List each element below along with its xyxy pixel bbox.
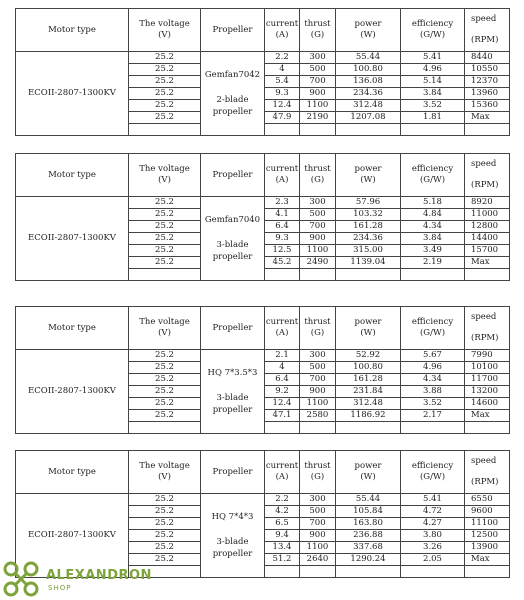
header-propeller: Propeller bbox=[201, 154, 265, 197]
header-speed-label: speed bbox=[471, 456, 497, 467]
propeller-model: Gemfan7042 bbox=[204, 69, 261, 80]
voltage-cell: 25.2 bbox=[129, 542, 201, 554]
efficiency-cell: 3.84 bbox=[401, 88, 465, 100]
current-cell: 2.3 bbox=[265, 197, 300, 209]
header-propeller: Propeller bbox=[201, 307, 265, 350]
propeller-cell bbox=[201, 197, 265, 281]
power-cell: 100.80 bbox=[336, 64, 401, 76]
current-cell: 2.2 bbox=[265, 52, 300, 64]
power-cell: 234.36 bbox=[336, 88, 401, 100]
voltage-cell: 25.2 bbox=[129, 245, 201, 257]
header-efficiency bbox=[401, 307, 465, 350]
motor-spec-table bbox=[15, 153, 510, 281]
header-efficiency-label: efficiency bbox=[411, 163, 454, 174]
header-voltage bbox=[129, 154, 201, 197]
power-cell: 1290.24 bbox=[336, 554, 401, 566]
voltage-cell: 25.2 bbox=[129, 410, 201, 422]
power-cell: 234.36 bbox=[336, 233, 401, 245]
brand-sub: SHOP bbox=[48, 584, 72, 592]
efficiency-cell: 2.05 bbox=[401, 554, 465, 566]
power-cell bbox=[336, 566, 401, 578]
thrust-cell: 900 bbox=[300, 386, 336, 398]
speed-cell: 14600 bbox=[465, 398, 510, 410]
current-cell: 4 bbox=[265, 64, 300, 76]
power-cell: 315.00 bbox=[336, 245, 401, 257]
speed-cell: 15360 bbox=[465, 100, 510, 112]
header-voltage bbox=[129, 9, 201, 52]
efficiency-cell bbox=[401, 269, 465, 281]
header-power bbox=[336, 154, 401, 197]
propeller-word: propeller bbox=[212, 404, 253, 415]
header-efficiency-unit: (G/W) bbox=[419, 30, 446, 40]
power-cell: 1186.92 bbox=[336, 410, 401, 422]
header-current-label: current bbox=[265, 316, 299, 327]
thrust-cell: 300 bbox=[300, 350, 336, 362]
header-current bbox=[265, 451, 300, 494]
header-power bbox=[336, 307, 401, 350]
header-motor-type: Motor type bbox=[16, 154, 129, 197]
thrust-cell bbox=[300, 566, 336, 578]
propeller-blades: 3-blade bbox=[216, 392, 249, 403]
efficiency-cell: 5.14 bbox=[401, 76, 465, 88]
power-cell: 1207.08 bbox=[336, 112, 401, 124]
current-cell: 4 bbox=[265, 362, 300, 374]
header-efficiency bbox=[401, 451, 465, 494]
header-row bbox=[16, 307, 510, 350]
voltage-cell bbox=[129, 124, 201, 136]
header-thrust-label: thrust bbox=[304, 316, 331, 327]
propeller-model: Gemfan7040 bbox=[204, 214, 261, 225]
thrust-cell: 500 bbox=[300, 362, 336, 374]
thrust-cell: 500 bbox=[300, 209, 336, 221]
speed-cell bbox=[465, 566, 510, 578]
efficiency-cell bbox=[401, 124, 465, 136]
header-thrust-unit: (G) bbox=[310, 175, 325, 185]
current-cell: 9.4 bbox=[265, 530, 300, 542]
efficiency-cell: 4.72 bbox=[401, 506, 465, 518]
efficiency-cell: 3.49 bbox=[401, 245, 465, 257]
efficiency-cell: 3.26 bbox=[401, 542, 465, 554]
table-row bbox=[16, 197, 510, 209]
voltage-cell: 25.2 bbox=[129, 100, 201, 112]
header-power-label: power bbox=[354, 316, 382, 327]
thrust-cell: 1100 bbox=[300, 398, 336, 410]
header-voltage bbox=[129, 307, 201, 350]
header-power-label: power bbox=[354, 18, 382, 29]
header-current-label: current bbox=[265, 163, 299, 174]
header-thrust-label: thrust bbox=[304, 163, 331, 174]
motor-type-cell: ECOII-2807-1300KV bbox=[16, 350, 129, 434]
header-power-unit: (W) bbox=[360, 175, 376, 185]
power-cell: 312.48 bbox=[336, 398, 401, 410]
header-current-label: current bbox=[265, 460, 299, 471]
propeller-blades: 3-blade bbox=[216, 239, 249, 250]
table-row bbox=[16, 52, 510, 64]
efficiency-cell: 5.41 bbox=[401, 52, 465, 64]
current-cell bbox=[265, 269, 300, 281]
thrust-cell: 1100 bbox=[300, 100, 336, 112]
speed-cell bbox=[465, 422, 510, 434]
voltage-cell: 25.2 bbox=[129, 530, 201, 542]
current-cell: 9.3 bbox=[265, 88, 300, 100]
power-cell: 100.80 bbox=[336, 362, 401, 374]
efficiency-cell: 5.67 bbox=[401, 350, 465, 362]
speed-cell: 12370 bbox=[465, 76, 510, 88]
power-cell: 103.32 bbox=[336, 209, 401, 221]
thrust-cell: 700 bbox=[300, 518, 336, 530]
thrust-cell: 1100 bbox=[300, 542, 336, 554]
speed-cell: Max bbox=[465, 410, 510, 422]
current-cell: 12.4 bbox=[265, 398, 300, 410]
voltage-cell: 25.2 bbox=[129, 494, 201, 506]
header-efficiency bbox=[401, 154, 465, 197]
header-power-unit: (W) bbox=[360, 472, 376, 482]
efficiency-cell: 3.80 bbox=[401, 530, 465, 542]
propeller-model: HQ 7*4*3 bbox=[211, 511, 254, 522]
header-speed bbox=[465, 154, 510, 197]
current-cell: 13.4 bbox=[265, 542, 300, 554]
current-cell: 47.1 bbox=[265, 410, 300, 422]
current-cell: 9.3 bbox=[265, 233, 300, 245]
header-power-unit: (W) bbox=[360, 30, 376, 40]
efficiency-cell: 4.34 bbox=[401, 374, 465, 386]
motor-type-cell: ECOII-2807-1300KV bbox=[16, 494, 129, 578]
header-voltage-unit: (V) bbox=[158, 175, 171, 185]
voltage-cell bbox=[129, 269, 201, 281]
thrust-cell: 1100 bbox=[300, 245, 336, 257]
power-cell: 161.28 bbox=[336, 221, 401, 233]
current-cell: 4.2 bbox=[265, 506, 300, 518]
current-cell: 2.2 bbox=[265, 494, 300, 506]
speed-cell: 12500 bbox=[465, 530, 510, 542]
header-speed-unit: (RPM) bbox=[471, 34, 499, 45]
voltage-cell: 25.2 bbox=[129, 64, 201, 76]
header-efficiency bbox=[401, 9, 465, 52]
efficiency-cell: 3.52 bbox=[401, 100, 465, 112]
header-voltage-label: The voltage bbox=[139, 163, 190, 174]
speed-cell: Max bbox=[465, 112, 510, 124]
speed-cell: Max bbox=[465, 257, 510, 269]
voltage-cell: 25.2 bbox=[129, 386, 201, 398]
header-motor-type: Motor type bbox=[16, 307, 129, 350]
header-current bbox=[265, 9, 300, 52]
voltage-cell: 25.2 bbox=[129, 374, 201, 386]
header-voltage-unit: (V) bbox=[158, 472, 171, 482]
speed-cell: 11000 bbox=[465, 209, 510, 221]
voltage-cell: 25.2 bbox=[129, 76, 201, 88]
thrust-cell: 700 bbox=[300, 76, 336, 88]
power-cell: 57.96 bbox=[336, 197, 401, 209]
motor-type-cell: ECOII-2807-1300KV bbox=[16, 52, 129, 136]
current-cell: 51.2 bbox=[265, 554, 300, 566]
thrust-cell: 900 bbox=[300, 88, 336, 100]
current-cell: 6.4 bbox=[265, 221, 300, 233]
power-cell: 161.28 bbox=[336, 374, 401, 386]
efficiency-cell bbox=[401, 566, 465, 578]
thrust-cell: 900 bbox=[300, 530, 336, 542]
header-thrust-label: thrust bbox=[304, 460, 331, 471]
current-cell: 5.4 bbox=[265, 76, 300, 88]
thrust-cell: 500 bbox=[300, 64, 336, 76]
header-power-label: power bbox=[354, 460, 382, 471]
header-thrust bbox=[300, 9, 336, 52]
header-power bbox=[336, 9, 401, 52]
speed-cell: 6550 bbox=[465, 494, 510, 506]
voltage-cell: 25.2 bbox=[129, 88, 201, 100]
header-speed bbox=[465, 9, 510, 52]
current-cell: 47.9 bbox=[265, 112, 300, 124]
header-thrust bbox=[300, 307, 336, 350]
efficiency-cell: 4.34 bbox=[401, 221, 465, 233]
current-cell: 6.4 bbox=[265, 374, 300, 386]
voltage-cell: 25.2 bbox=[129, 506, 201, 518]
speed-cell bbox=[465, 124, 510, 136]
header-thrust-unit: (G) bbox=[310, 30, 325, 40]
header-thrust bbox=[300, 154, 336, 197]
efficiency-cell: 3.52 bbox=[401, 398, 465, 410]
propeller-cell bbox=[201, 350, 265, 434]
speed-cell: 8440 bbox=[465, 52, 510, 64]
table-row bbox=[16, 494, 510, 506]
current-cell: 2.1 bbox=[265, 350, 300, 362]
power-cell: 52.92 bbox=[336, 350, 401, 362]
header-efficiency-unit: (G/W) bbox=[419, 472, 446, 482]
thrust-cell: 500 bbox=[300, 506, 336, 518]
thrust-cell bbox=[300, 124, 336, 136]
speed-cell: 11700 bbox=[465, 374, 510, 386]
header-thrust-unit: (G) bbox=[310, 328, 325, 338]
thrust-cell bbox=[300, 269, 336, 281]
header-thrust bbox=[300, 451, 336, 494]
header-motor-type: Motor type bbox=[16, 9, 129, 52]
efficiency-cell: 2.17 bbox=[401, 410, 465, 422]
header-voltage-label: The voltage bbox=[139, 18, 190, 29]
speed-cell: 12800 bbox=[465, 221, 510, 233]
power-cell: 337.68 bbox=[336, 542, 401, 554]
propeller-word: propeller bbox=[212, 548, 253, 559]
header-propeller: Propeller bbox=[201, 9, 265, 52]
speed-cell: 13200 bbox=[465, 386, 510, 398]
current-cell: 12.4 bbox=[265, 100, 300, 112]
speed-cell: 10550 bbox=[465, 64, 510, 76]
propeller-cell bbox=[201, 494, 265, 578]
efficiency-cell: 5.41 bbox=[401, 494, 465, 506]
header-efficiency-label: efficiency bbox=[411, 18, 454, 29]
thrust-cell: 700 bbox=[300, 374, 336, 386]
power-cell: 236.88 bbox=[336, 530, 401, 542]
current-cell bbox=[265, 124, 300, 136]
speed-cell: 11100 bbox=[465, 518, 510, 530]
efficiency-cell: 4.27 bbox=[401, 518, 465, 530]
header-speed-unit: (RPM) bbox=[471, 179, 499, 190]
header-voltage-label: The voltage bbox=[139, 316, 190, 327]
header-motor-type: Motor type bbox=[16, 451, 129, 494]
voltage-cell: 25.2 bbox=[129, 209, 201, 221]
speed-cell: 13900 bbox=[465, 542, 510, 554]
header-current-unit: (A) bbox=[275, 30, 289, 40]
motor-spec-table bbox=[15, 306, 510, 434]
thrust-cell: 300 bbox=[300, 494, 336, 506]
header-thrust-label: thrust bbox=[304, 18, 331, 29]
header-speed-unit: (RPM) bbox=[471, 476, 499, 487]
voltage-cell: 25.2 bbox=[129, 233, 201, 245]
header-efficiency-label: efficiency bbox=[411, 316, 454, 327]
header-voltage bbox=[129, 451, 201, 494]
thrust-cell bbox=[300, 422, 336, 434]
header-propeller: Propeller bbox=[201, 451, 265, 494]
power-cell: 55.44 bbox=[336, 52, 401, 64]
voltage-cell: 25.2 bbox=[129, 221, 201, 233]
propeller-blades: 3-blade bbox=[216, 536, 249, 547]
header-thrust-unit: (G) bbox=[310, 472, 325, 482]
header-voltage-label: The voltage bbox=[139, 460, 190, 471]
current-cell bbox=[265, 422, 300, 434]
efficiency-cell: 4.96 bbox=[401, 362, 465, 374]
current-cell: 4.1 bbox=[265, 209, 300, 221]
header-voltage-unit: (V) bbox=[158, 328, 171, 338]
thrust-cell: 2580 bbox=[300, 410, 336, 422]
header-speed bbox=[465, 307, 510, 350]
header-current bbox=[265, 307, 300, 350]
drone-logo-icon bbox=[2, 560, 40, 598]
header-row bbox=[16, 154, 510, 197]
header-current-unit: (A) bbox=[275, 328, 289, 338]
thrust-cell: 900 bbox=[300, 233, 336, 245]
motor-spec-table bbox=[15, 8, 510, 136]
thrust-cell: 2490 bbox=[300, 257, 336, 269]
propeller-model: HQ 7*3.5*3 bbox=[207, 367, 258, 378]
speed-cell: Max bbox=[465, 554, 510, 566]
brand-logo bbox=[2, 560, 172, 600]
voltage-cell: 25.2 bbox=[129, 52, 201, 64]
header-speed-label: speed bbox=[471, 159, 497, 170]
header-current-unit: (A) bbox=[275, 175, 289, 185]
voltage-cell: 25.2 bbox=[129, 112, 201, 124]
voltage-cell: 25.2 bbox=[129, 257, 201, 269]
efficiency-cell: 1.81 bbox=[401, 112, 465, 124]
current-cell: 6.5 bbox=[265, 518, 300, 530]
voltage-cell bbox=[129, 422, 201, 434]
current-cell: 9.2 bbox=[265, 386, 300, 398]
header-speed bbox=[465, 451, 510, 494]
header-efficiency-unit: (G/W) bbox=[419, 328, 446, 338]
thrust-cell: 300 bbox=[300, 197, 336, 209]
voltage-cell: 25.2 bbox=[129, 350, 201, 362]
brand-name: ALEXANDRON bbox=[46, 568, 152, 583]
speed-cell: 8920 bbox=[465, 197, 510, 209]
efficiency-cell: 3.84 bbox=[401, 233, 465, 245]
power-cell: 105.84 bbox=[336, 506, 401, 518]
power-cell: 163.80 bbox=[336, 518, 401, 530]
power-cell: 312.48 bbox=[336, 100, 401, 112]
power-cell: 55.44 bbox=[336, 494, 401, 506]
header-speed-unit: (RPM) bbox=[471, 332, 499, 343]
efficiency-cell bbox=[401, 422, 465, 434]
propeller-blades: 2-blade bbox=[216, 94, 249, 105]
current-cell: 45.2 bbox=[265, 257, 300, 269]
speed-cell: 7990 bbox=[465, 350, 510, 362]
efficiency-cell: 5.18 bbox=[401, 197, 465, 209]
efficiency-cell: 2.19 bbox=[401, 257, 465, 269]
power-cell bbox=[336, 124, 401, 136]
efficiency-cell: 4.84 bbox=[401, 209, 465, 221]
propeller-word: propeller bbox=[212, 251, 253, 262]
header-row bbox=[16, 451, 510, 494]
speed-cell bbox=[465, 269, 510, 281]
thrust-cell: 2640 bbox=[300, 554, 336, 566]
header-current bbox=[265, 154, 300, 197]
speed-cell: 13960 bbox=[465, 88, 510, 100]
header-row bbox=[16, 9, 510, 52]
thrust-cell: 300 bbox=[300, 52, 336, 64]
header-power-unit: (W) bbox=[360, 328, 376, 338]
power-cell: 231.84 bbox=[336, 386, 401, 398]
power-cell bbox=[336, 422, 401, 434]
speed-cell: 15700 bbox=[465, 245, 510, 257]
header-current-label: current bbox=[265, 18, 299, 29]
efficiency-cell: 4.96 bbox=[401, 64, 465, 76]
speed-cell: 14400 bbox=[465, 233, 510, 245]
efficiency-cell: 3.88 bbox=[401, 386, 465, 398]
power-cell: 1139.04 bbox=[336, 257, 401, 269]
header-efficiency-label: efficiency bbox=[411, 460, 454, 471]
header-current-unit: (A) bbox=[275, 472, 289, 482]
thrust-cell: 2190 bbox=[300, 112, 336, 124]
voltage-cell: 25.2 bbox=[129, 554, 201, 566]
propeller-word: propeller bbox=[212, 106, 253, 117]
header-speed-label: speed bbox=[471, 14, 497, 25]
header-power bbox=[336, 451, 401, 494]
voltage-cell: 25.2 bbox=[129, 362, 201, 374]
current-cell: 12.5 bbox=[265, 245, 300, 257]
speed-cell: 10100 bbox=[465, 362, 510, 374]
thrust-cell: 700 bbox=[300, 221, 336, 233]
header-speed-label: speed bbox=[471, 312, 497, 323]
header-power-label: power bbox=[354, 163, 382, 174]
table-row bbox=[16, 350, 510, 362]
motor-spec-table bbox=[15, 450, 510, 578]
header-efficiency-unit: (G/W) bbox=[419, 175, 446, 185]
power-cell bbox=[336, 269, 401, 281]
power-cell: 136.08 bbox=[336, 76, 401, 88]
motor-type-cell: ECOII-2807-1300KV bbox=[16, 197, 129, 281]
speed-cell: 9600 bbox=[465, 506, 510, 518]
propeller-cell bbox=[201, 52, 265, 136]
voltage-cell: 25.2 bbox=[129, 197, 201, 209]
current-cell bbox=[265, 566, 300, 578]
voltage-cell: 25.2 bbox=[129, 398, 201, 410]
voltage-cell: 25.2 bbox=[129, 518, 201, 530]
header-voltage-unit: (V) bbox=[158, 30, 171, 40]
